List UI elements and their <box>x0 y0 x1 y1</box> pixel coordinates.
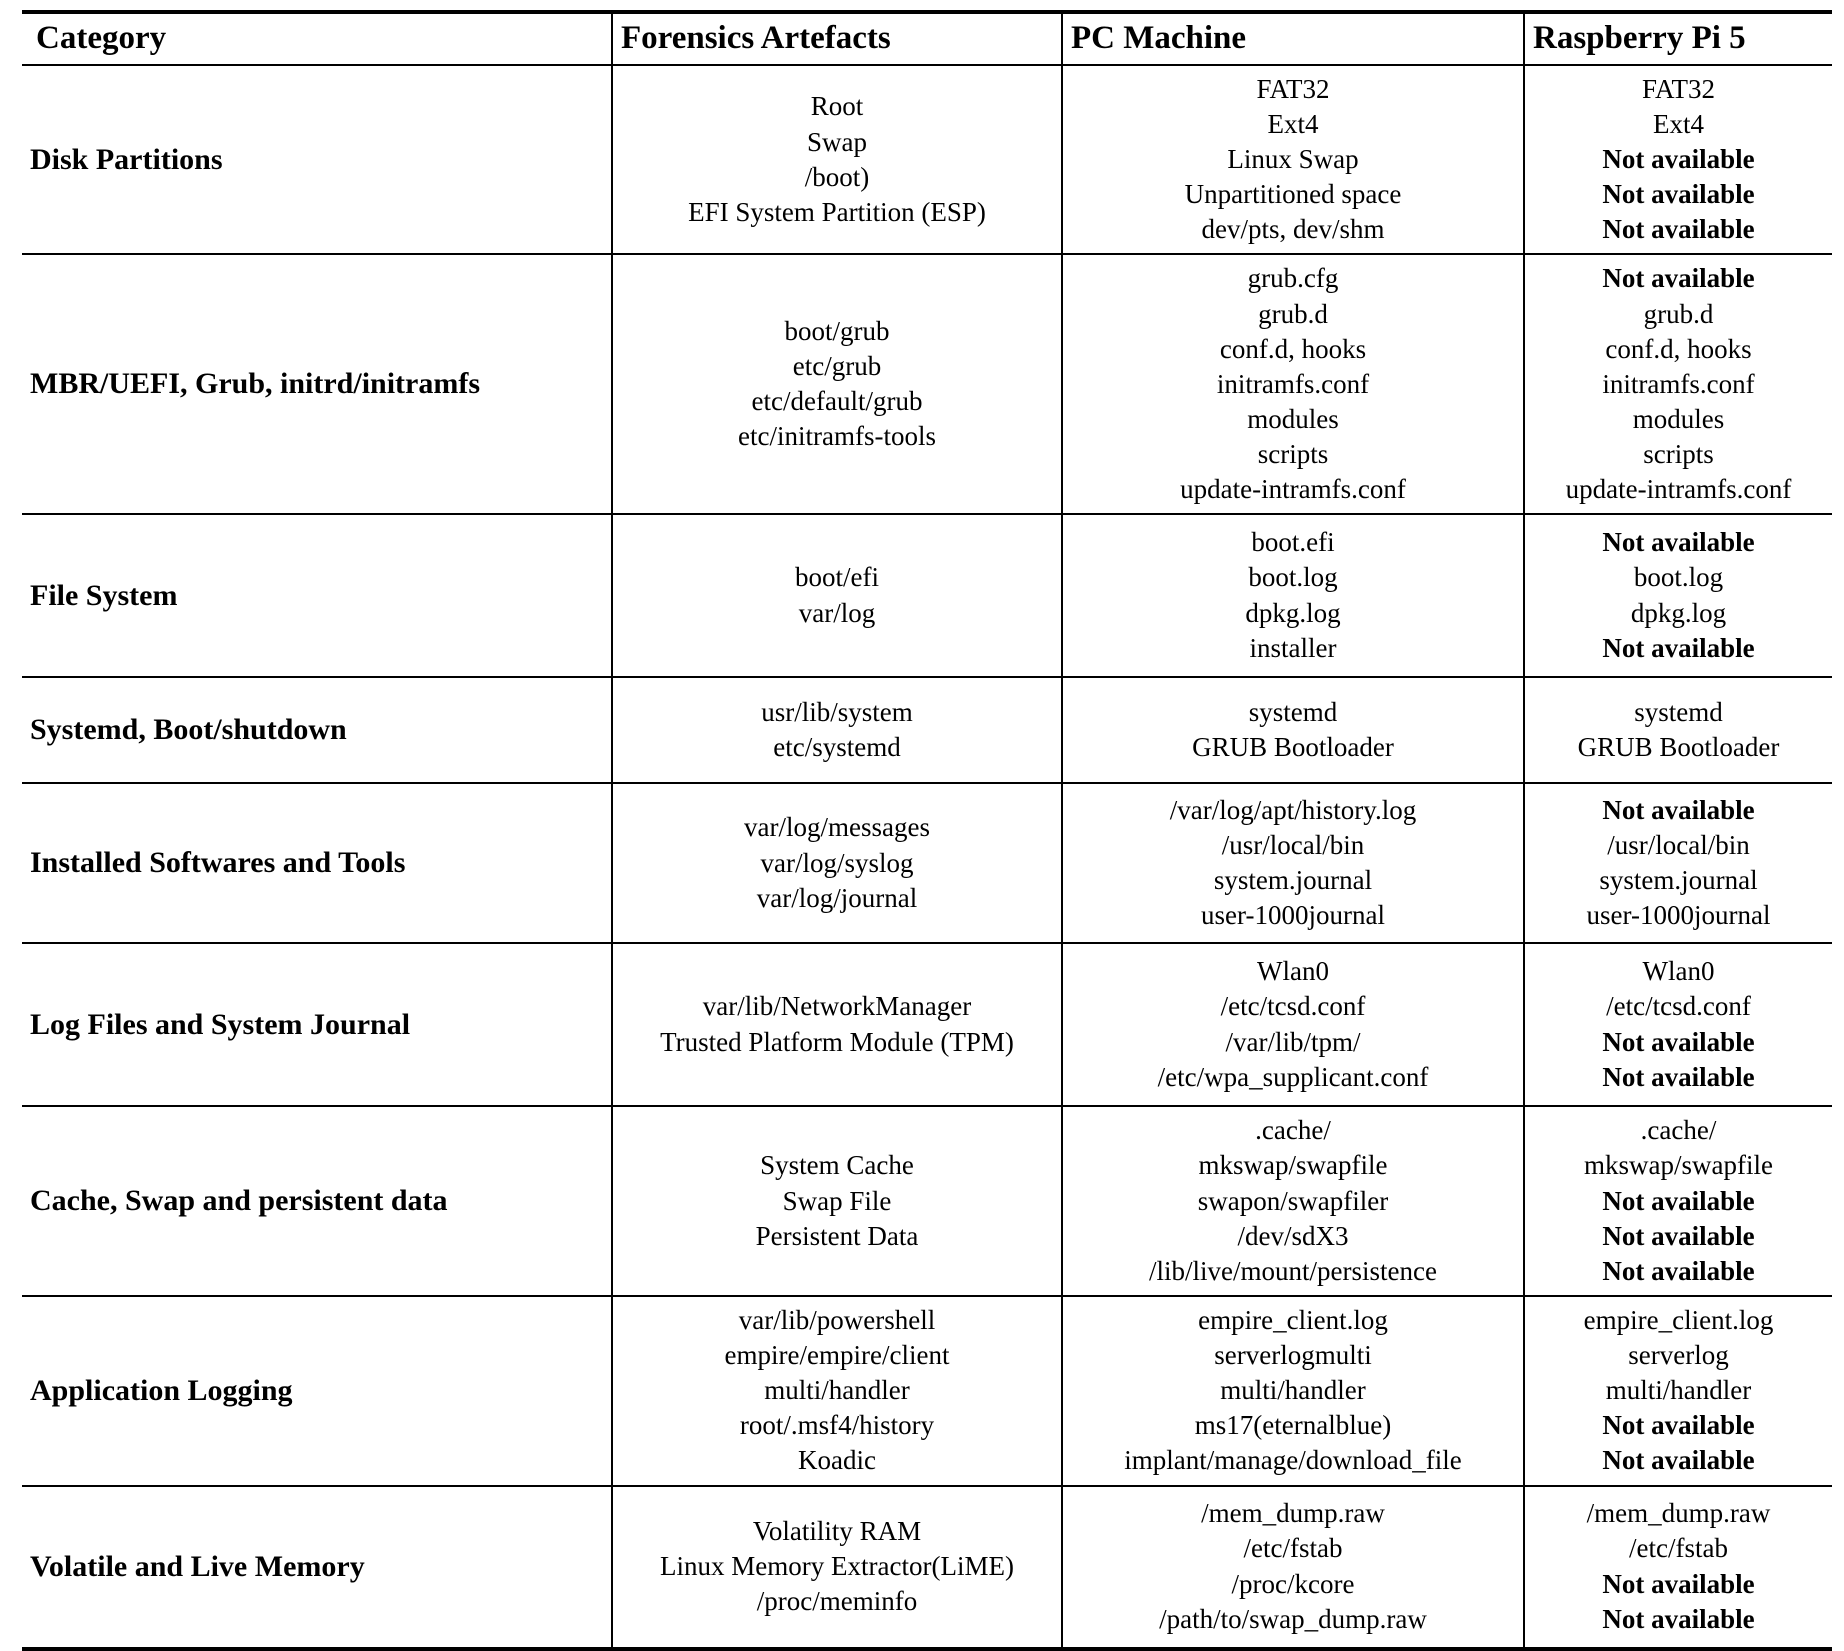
cell-forensics-artefacts <box>612 783 1062 943</box>
cell-pc-machine <box>1062 1296 1524 1485</box>
cell-forensics-artefacts <box>612 65 1062 254</box>
artefact-value: /usr/local/bin <box>1607 829 1750 860</box>
artefact-value: usr/lib/system <box>761 696 913 727</box>
cell-raspberry-pi-5 <box>1524 65 1832 254</box>
artefact-value: System Cache <box>760 1150 914 1181</box>
not-available-value: Not available <box>1602 1061 1755 1092</box>
not-available-value: Not available <box>1602 1445 1755 1476</box>
not-available-value: Not available <box>1602 794 1755 825</box>
cell-forensics-artefacts <box>612 1296 1062 1485</box>
artefact-value: update-intramfs.conf <box>1180 473 1406 504</box>
artefact-value: grub.d <box>1258 298 1328 329</box>
cell-pc-machine <box>1062 677 1524 783</box>
cell-pc-machine <box>1062 1486 1524 1649</box>
table-row <box>22 677 1832 783</box>
artefact-value: boot.log <box>1248 562 1338 593</box>
not-available-value: Not available <box>1602 179 1755 210</box>
cell-pc-machine <box>1062 943 1524 1106</box>
not-available-value: Not available <box>1602 263 1755 294</box>
artefact-value: Linux Swap <box>1227 144 1359 175</box>
artefact-value: multi/handler <box>1605 1375 1752 1406</box>
table-row <box>22 65 1832 254</box>
artefact-value: var/lib/NetworkManager <box>702 991 972 1022</box>
artefact-value: etc/initramfs-tools <box>738 421 936 452</box>
row-category-label: Log Files and System Journal <box>22 943 612 1106</box>
artefact-value: /etc/tcsd.conf <box>1606 991 1751 1022</box>
table-row <box>22 943 1832 1106</box>
artefact-value: Swap <box>807 126 867 157</box>
artefact-value: var/log/syslog <box>760 847 914 878</box>
artefact-value: Koadic <box>798 1445 876 1476</box>
artefact-value: implant/manage/download_file <box>1124 1445 1462 1476</box>
artefact-value: mkswap/swapfile <box>1198 1150 1388 1181</box>
artefact-value: var/log <box>798 597 876 628</box>
row-category-label: Application Logging <box>22 1296 612 1485</box>
artefact-value: system.journal <box>1599 865 1758 896</box>
artefact-value: modules <box>1632 403 1725 434</box>
artefact-value: boot.efi <box>1251 527 1335 558</box>
artefact-value: /boot) <box>804 161 870 192</box>
artefact-value: empire_client.log <box>1583 1305 1774 1336</box>
artefact-value: conf.d, hooks <box>1219 333 1367 364</box>
artefact-value: ms17(eternalblue) <box>1194 1410 1392 1441</box>
artefact-value: /etc/tcsd.conf <box>1220 991 1366 1022</box>
artefact-value: /lib/live/mount/persistence <box>1149 1255 1437 1286</box>
artefact-value: Wlan0 <box>1257 956 1329 987</box>
row-category-label: Cache, Swap and persistent data <box>22 1106 612 1296</box>
artefact-value: systemd <box>1248 696 1338 727</box>
artefact-value: /etc/fstab <box>1629 1533 1728 1564</box>
cell-raspberry-pi-5 <box>1524 254 1832 514</box>
not-available-value: Not available <box>1602 1026 1755 1057</box>
artefact-value: Trusted Platform Module (TPM) <box>660 1026 1014 1057</box>
artefact-value: .cache/ <box>1640 1115 1717 1146</box>
artefact-value: /usr/local/bin <box>1221 829 1365 860</box>
cell-raspberry-pi-5 <box>1524 943 1832 1106</box>
artefact-value: conf.d, hooks <box>1605 333 1752 364</box>
not-available-value: Not available <box>1602 214 1755 245</box>
artefact-value: initramfs.conf <box>1602 368 1755 399</box>
artefact-value: installer <box>1249 632 1337 663</box>
cell-raspberry-pi-5 <box>1524 1486 1832 1649</box>
cell-forensics-artefacts <box>612 943 1062 1106</box>
artefact-value: boot/efi <box>795 562 879 593</box>
artefact-value: /mem_dump.raw <box>1586 1498 1771 1529</box>
not-available-value: Not available <box>1602 632 1755 663</box>
artefact-value: .cache/ <box>1255 1115 1331 1146</box>
cell-raspberry-pi-5 <box>1524 677 1832 783</box>
not-available-value: Not available <box>1602 1568 1755 1599</box>
artefact-value: boot.log <box>1633 562 1724 593</box>
artefact-value: var/lib/powershell <box>738 1305 936 1336</box>
artefact-value: serverlogmulti <box>1214 1340 1372 1371</box>
row-category-label: File System <box>22 514 612 677</box>
artefact-value: dev/pts, dev/shm <box>1201 214 1385 245</box>
artefact-value: scripts <box>1257 438 1329 469</box>
artefact-value: scripts <box>1643 438 1714 469</box>
artefact-value: swapon/swapfiler <box>1197 1185 1389 1216</box>
artefact-value: /mem_dump.raw <box>1201 1498 1385 1529</box>
artefact-value: empire_client.log <box>1198 1305 1388 1336</box>
artefact-value: /etc/fstab <box>1243 1533 1343 1564</box>
column-header-category: Category <box>22 12 612 65</box>
artefact-value: FAT32 <box>1641 73 1715 104</box>
artefact-value: GRUB Bootloader <box>1192 732 1394 763</box>
artefact-value: /proc/meminfo <box>756 1586 918 1617</box>
artefact-value: GRUB Bootloader <box>1577 732 1780 763</box>
artefact-value: system.journal <box>1213 865 1373 896</box>
artefact-value: Unpartitioned space <box>1184 179 1402 210</box>
artefact-value: user-1000journal <box>1586 900 1771 931</box>
column-header-raspberry-pi-5: Raspberry Pi 5 <box>1524 12 1832 65</box>
cell-forensics-artefacts <box>612 677 1062 783</box>
row-category-label: MBR/UEFI, Grub, initrd/initramfs <box>22 254 612 514</box>
not-available-value: Not available <box>1602 144 1755 175</box>
artefact-value: Swap File <box>782 1185 892 1216</box>
artefact-value: FAT32 <box>1256 73 1330 104</box>
table-row <box>22 1106 1832 1296</box>
artefact-value: dpkg.log <box>1630 597 1727 628</box>
forensics-artefacts-table <box>22 10 1832 1651</box>
cell-pc-machine <box>1062 783 1524 943</box>
row-category-label: Installed Softwares and Tools <box>22 783 612 943</box>
artefact-value: Persistent Data <box>755 1220 919 1251</box>
artefact-value: initramfs.conf <box>1216 368 1370 399</box>
artefact-value: Wlan0 <box>1642 956 1715 987</box>
artefact-value: etc/default/grub <box>751 386 923 417</box>
artefact-value: Volatility RAM <box>752 1515 922 1546</box>
artefact-value: var/log/journal <box>756 882 918 913</box>
artefact-value: multi/handler <box>1220 1375 1366 1406</box>
artefact-value: Root <box>810 91 864 122</box>
artefact-value: /path/to/swap_dump.raw <box>1159 1603 1427 1634</box>
artefact-value: systemd <box>1634 696 1723 727</box>
not-available-value: Not available <box>1602 1255 1755 1286</box>
artefact-value: root/.msf4/history <box>739 1410 935 1441</box>
cell-raspberry-pi-5 <box>1524 1296 1832 1485</box>
not-available-value: Not available <box>1602 1410 1755 1441</box>
artefact-value: /proc/kcore <box>1231 1568 1355 1599</box>
cell-pc-machine <box>1062 254 1524 514</box>
cell-pc-machine <box>1062 65 1524 254</box>
artefact-value: Ext4 <box>1267 109 1319 140</box>
artefact-value: multi/handler <box>764 1375 910 1406</box>
table-row <box>22 1296 1832 1485</box>
row-category-label: Systemd, Boot/shutdown <box>22 677 612 783</box>
artefact-value: grub.d <box>1643 298 1714 329</box>
row-category-label: Disk Partitions <box>22 65 612 254</box>
artefact-value: EFI System Partition (ESP) <box>688 196 986 227</box>
cell-forensics-artefacts <box>612 514 1062 677</box>
artefact-value: dpkg.log <box>1245 597 1341 628</box>
artefact-value: modules <box>1247 403 1339 434</box>
row-category-label: Volatile and Live Memory <box>22 1486 612 1649</box>
artefact-value: update-intramfs.conf <box>1565 473 1792 504</box>
not-available-value: Not available <box>1602 1603 1755 1634</box>
not-available-value: Not available <box>1602 527 1755 558</box>
artefact-value: empire/empire/client <box>724 1340 950 1371</box>
cell-raspberry-pi-5 <box>1524 1106 1832 1296</box>
artefact-value: Linux Memory Extractor(LiME) <box>660 1550 1014 1581</box>
table-row <box>22 254 1832 514</box>
artefact-value: /dev/sdX3 <box>1237 1220 1349 1251</box>
table-row <box>22 783 1832 943</box>
artefact-value: etc/grub <box>792 351 882 382</box>
cell-pc-machine <box>1062 514 1524 677</box>
artefact-value: /var/lib/tpm/ <box>1225 1026 1361 1057</box>
artefact-value: user-1000journal <box>1201 900 1385 931</box>
cell-forensics-artefacts <box>612 254 1062 514</box>
cell-pc-machine <box>1062 1106 1524 1296</box>
artefact-value: boot/grub <box>784 316 890 347</box>
cell-forensics-artefacts <box>612 1106 1062 1296</box>
artefact-value: /var/log/apt/history.log <box>1169 794 1417 825</box>
table-header-row <box>22 12 1832 65</box>
not-available-value: Not available <box>1602 1185 1755 1216</box>
table-header <box>22 12 1832 65</box>
artefact-value: Ext4 <box>1653 109 1704 140</box>
table-row <box>22 1486 1832 1649</box>
artefact-value: /etc/wpa_supplicant.conf <box>1157 1061 1429 1092</box>
artefact-value: mkswap/swapfile <box>1584 1150 1773 1181</box>
table-row <box>22 514 1832 677</box>
cell-raspberry-pi-5 <box>1524 514 1832 677</box>
artefact-value: serverlog <box>1628 1340 1729 1371</box>
cell-raspberry-pi-5 <box>1524 783 1832 943</box>
artefact-value: var/log/messages <box>744 812 930 843</box>
artefact-value: etc/systemd <box>773 732 901 763</box>
cell-forensics-artefacts <box>612 1486 1062 1649</box>
table-body <box>22 65 1832 1649</box>
not-available-value: Not available <box>1602 1220 1755 1251</box>
column-header-forensics-artefacts: Forensics Artefacts <box>612 12 1062 65</box>
artefact-value: grub.cfg <box>1247 263 1339 294</box>
column-header-pc-machine: PC Machine <box>1062 12 1524 65</box>
